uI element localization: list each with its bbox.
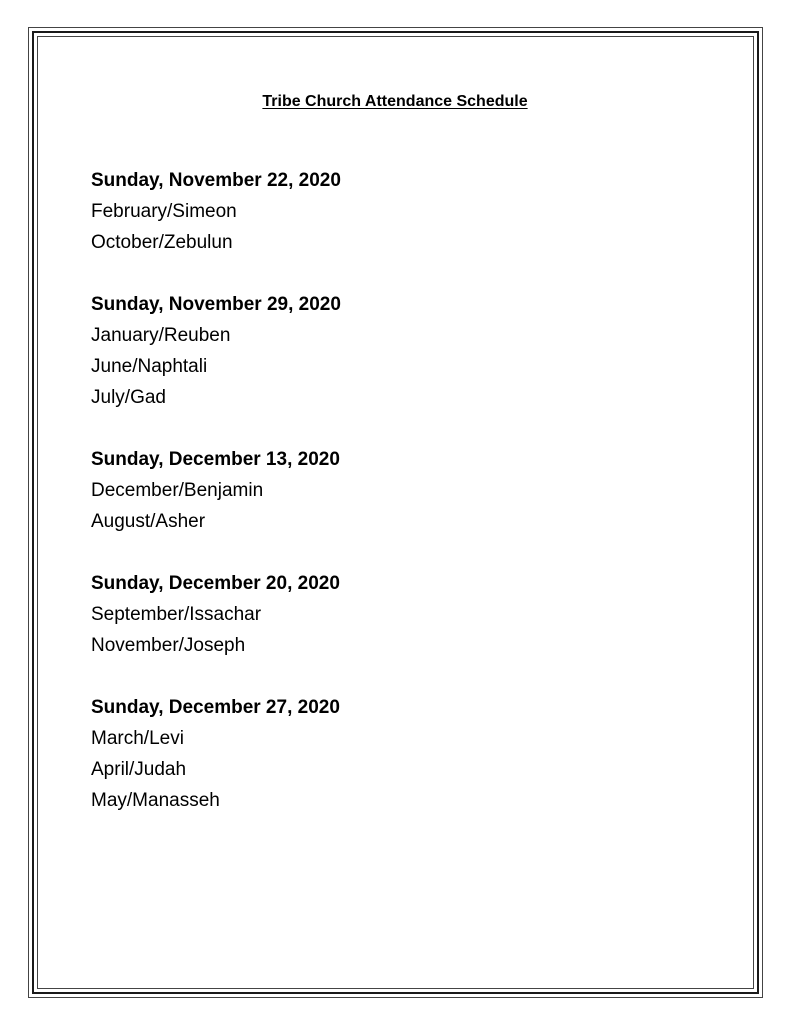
schedule-entry: January/Reuben xyxy=(91,325,231,346)
schedule-entry: October/Zebulun xyxy=(91,232,233,253)
schedule-entry: August/Asher xyxy=(91,511,206,532)
schedule-date: Sunday, November 22, 2020 xyxy=(91,170,341,191)
schedule-entry: June/Naphtali xyxy=(91,356,208,377)
schedule-entry: April/Judah xyxy=(91,759,187,780)
schedule-entry: September/Issachar xyxy=(91,604,262,625)
schedule-group-nov-29 xyxy=(91,289,691,413)
schedule-entry: July/Gad xyxy=(91,387,166,408)
schedule-date: Sunday, December 13, 2020 xyxy=(91,449,340,470)
schedule-group-dec-20 xyxy=(91,568,691,661)
schedule-group-nov-22 xyxy=(91,165,691,258)
schedule-entry: November/Joseph xyxy=(91,635,246,656)
attendance-schedule xyxy=(91,165,691,847)
document-title-text: Tribe Church Attendance Schedule xyxy=(262,93,528,110)
schedule-group-dec-27 xyxy=(91,692,691,816)
schedule-date: Sunday, December 20, 2020 xyxy=(91,573,340,594)
schedule-group-dec-13 xyxy=(91,444,691,537)
schedule-entry: March/Levi xyxy=(91,728,184,749)
schedule-entry: December/Benjamin xyxy=(91,480,264,501)
schedule-entry: February/Simeon xyxy=(91,201,237,222)
schedule-entry: May/Manasseh xyxy=(91,790,220,811)
schedule-date: Sunday, November 29, 2020 xyxy=(91,294,341,315)
document-title xyxy=(0,92,790,112)
schedule-date: Sunday, December 27, 2020 xyxy=(91,697,340,718)
